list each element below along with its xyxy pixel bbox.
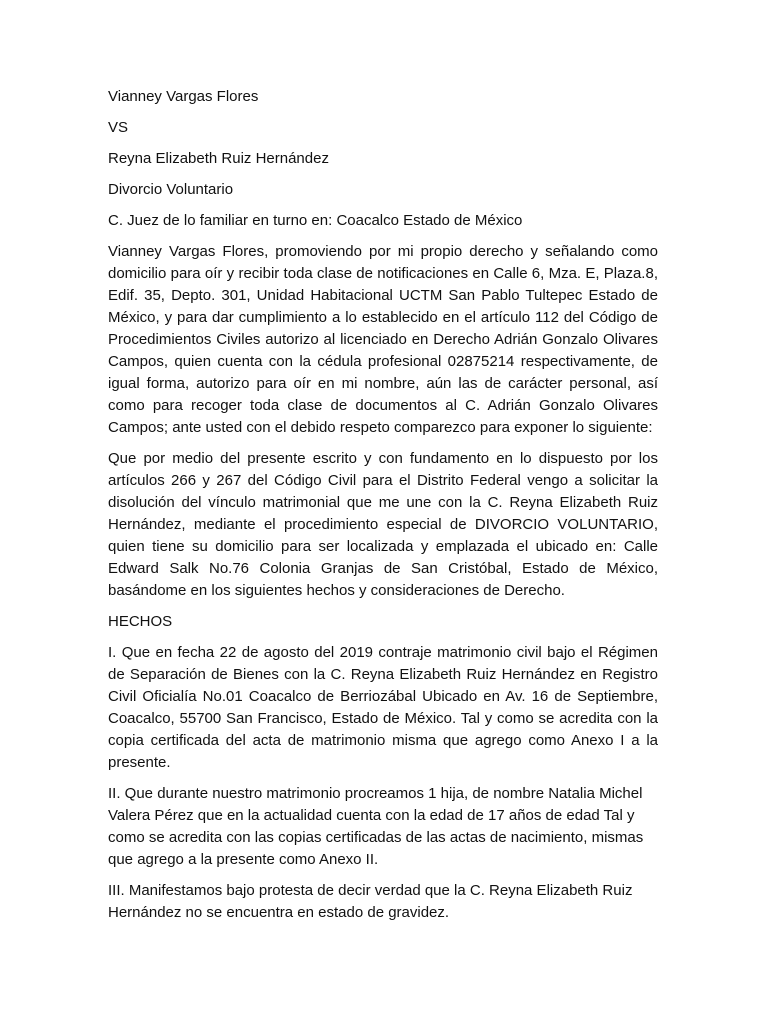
fact-item-1: I. Que en fecha 22 de agosto del 2019 contraje matrimonio civil bajo el Régimen de Separación de Bienes con la C. Reyna Elizabeth Ruiz Hernández en Registro Civil Oficialía No.01 Coacalco de Berriozábal Ubicado en Av. 16 de Septiembre, Coacalco, 55700 San Francisco, Estado de México. Tal y como se acredita con la copia certificada del acta de matrimonio misma que agrego como Anexo I a la presente. bbox=[108, 644, 658, 771]
petition-paragraph: Que por medio del presente escrito y con fundamento en lo dispuesto por los artículos 266 y 267 del Código Civil para el Distrito Federal vengo a solicitar la disolución del vínculo matrimonial que me une con la C. Reyna Elizabeth Ruiz Hernández, mediante el procedimiento especial de DIVORCIO VOLUNTARIO, quien tiene su domicilio para ser localizada y emplazada el ubicado en: Calle Edward Salk No.76 Colonia Granjas de San Cristóbal, Estado de México, basándome en los siguientes hechos y consideraciones de Derecho. bbox=[108, 450, 658, 599]
defendant-name: Reyna Elizabeth Ruiz Hernández bbox=[108, 150, 329, 167]
case-type: Divorcio Voluntario bbox=[108, 181, 234, 198]
facts-heading: HECHOS bbox=[108, 613, 173, 630]
versus-label: VS bbox=[108, 119, 129, 136]
addressee-line: C. Juez de lo familiar en turno en: Coacalco Estado de México bbox=[108, 212, 523, 229]
fact-item-3: III. Manifestamos bajo protesta de decir verdad que la C. Reyna Elizabeth Ruiz Hernández no se encuentra en estado de gravidez. bbox=[108, 882, 633, 921]
plaintiff-name: Vianney Vargas Flores bbox=[108, 88, 259, 105]
fact-item-2: II. Que durante nuestro matrimonio procreamos 1 hija, de nombre Natalia Michel Valera Pérez que en la actualidad cuenta con la edad de 17 años de edad Tal y como se acredita con las copias certificadas de las actas de nacimiento, mismas que agrego a la presente como Anexo II. bbox=[108, 785, 644, 868]
intro-paragraph: Vianney Vargas Flores, promoviendo por mi propio derecho y señalando como domicilio para oír y recibir toda clase de notificaciones en Calle 6, Mza. E, Plaza.8, Edif. 35, Depto. 301, Unidad Habitacional UCTM San Pablo Tultepec Estado de México, y para dar cumplimiento a lo establecido en el artículo 112 del Código de Procedimientos Civiles autorizo al licenciado en Derecho Adrián Gonzalo Olivares Campos, quien cuenta con la cédula profesional 02875214 respectivamente, de igual forma, autorizo para oír en mi nombre, aún las de carácter personal, así como para recoger toda clase de documentos al C. Adrián Gonzalo Olivares Campos; ante usted con el debido respeto comparezco para exponer lo siguiente: bbox=[108, 243, 658, 436]
document-page bbox=[108, 86, 658, 933]
